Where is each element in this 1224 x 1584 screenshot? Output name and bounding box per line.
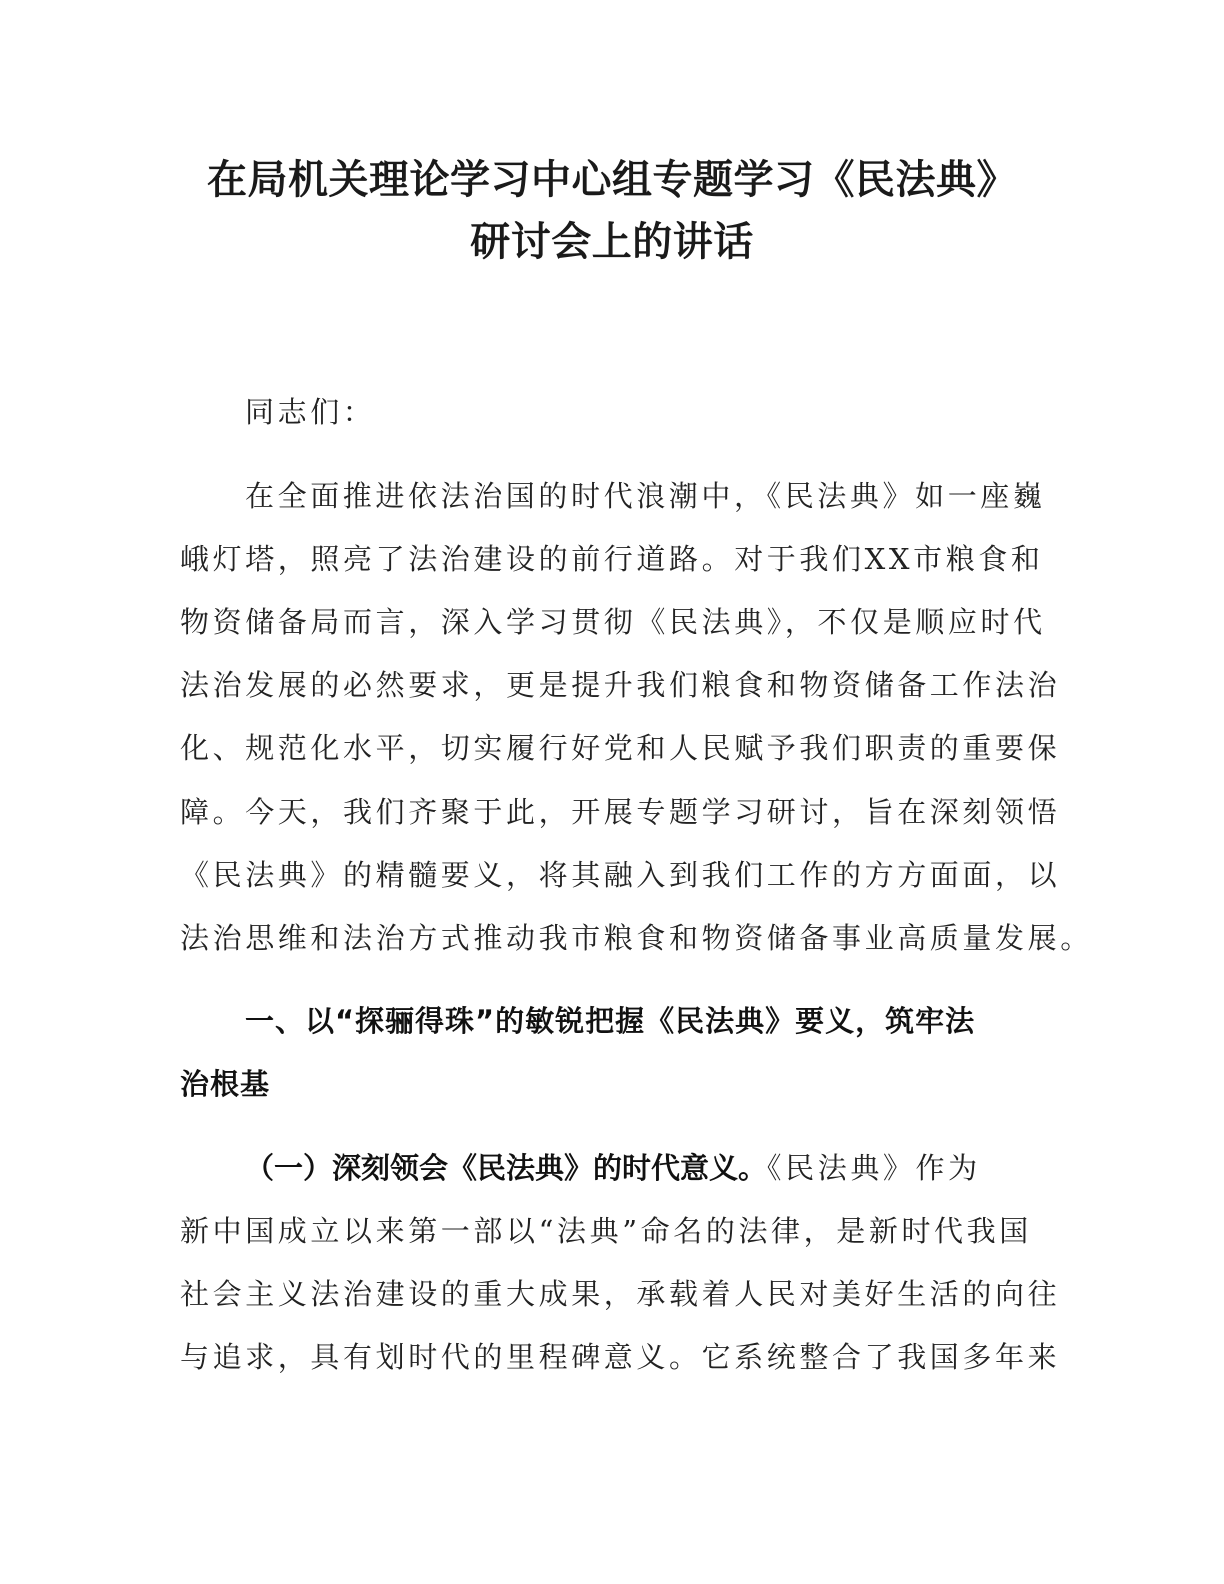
subsection-line: 与追求，具有划时代的里程碑意义。它系统整合了我国多年来: [180, 1340, 1061, 1374]
intro-line: 法治发展的必然要求，更是提升我们粮食和物资储备工作法治: [180, 668, 1061, 702]
intro-line: 化、规范化水平，切实履行好党和人民赋予我们职责的重要保: [180, 731, 1061, 765]
intro-line: 《民法典》的精髓要义，将其融入到我们工作的方方面面，以: [180, 858, 1061, 892]
intro-line: 峨灯塔，照亮了法治建设的前行道路。对于我们XX市粮食和: [180, 542, 1044, 576]
subsection-first-line-rest: 《民法典》作为: [767, 1151, 981, 1185]
salutation: 同志们：: [245, 395, 376, 429]
subsection-line: 新中国成立以来第一部以“法典”命名的法律，是新时代我国: [180, 1214, 1032, 1248]
intro-line: 在全面推进依法治国的时代浪潮中，《民法典》如一座巍: [245, 479, 1046, 513]
intro-line: 法治思维和法治方式推动我市粮食和物资储备事业高质量发展。: [180, 921, 1093, 955]
section-heading-line-2: 治根基: [180, 1067, 271, 1101]
subsection-line: 社会主义法治建设的重大成果，承载着人民对美好生活的向往: [180, 1277, 1061, 1311]
document-title-line-1: 在局机关理论学习中心组专题学习《民法典》: [207, 157, 1017, 203]
section-heading-line-1: 一、以“探骊得珠”的敏锐把握《民法典》要义，筑牢法: [245, 1004, 976, 1038]
document-title-line-2: 研讨会上的讲话: [470, 219, 754, 265]
intro-line: 物资储备局而言，深入学习贯彻《民法典》，不仅是顺应时代: [180, 605, 1046, 639]
subsection-bold-lead: （一）深刻领会《民法典》的时代意义。: [245, 1151, 768, 1185]
subsection-first-line: [245, 1146, 1125, 1190]
intro-line: 障。今天，我们齐聚于此，开展专题学习研讨，旨在深刻领悟: [180, 795, 1061, 829]
